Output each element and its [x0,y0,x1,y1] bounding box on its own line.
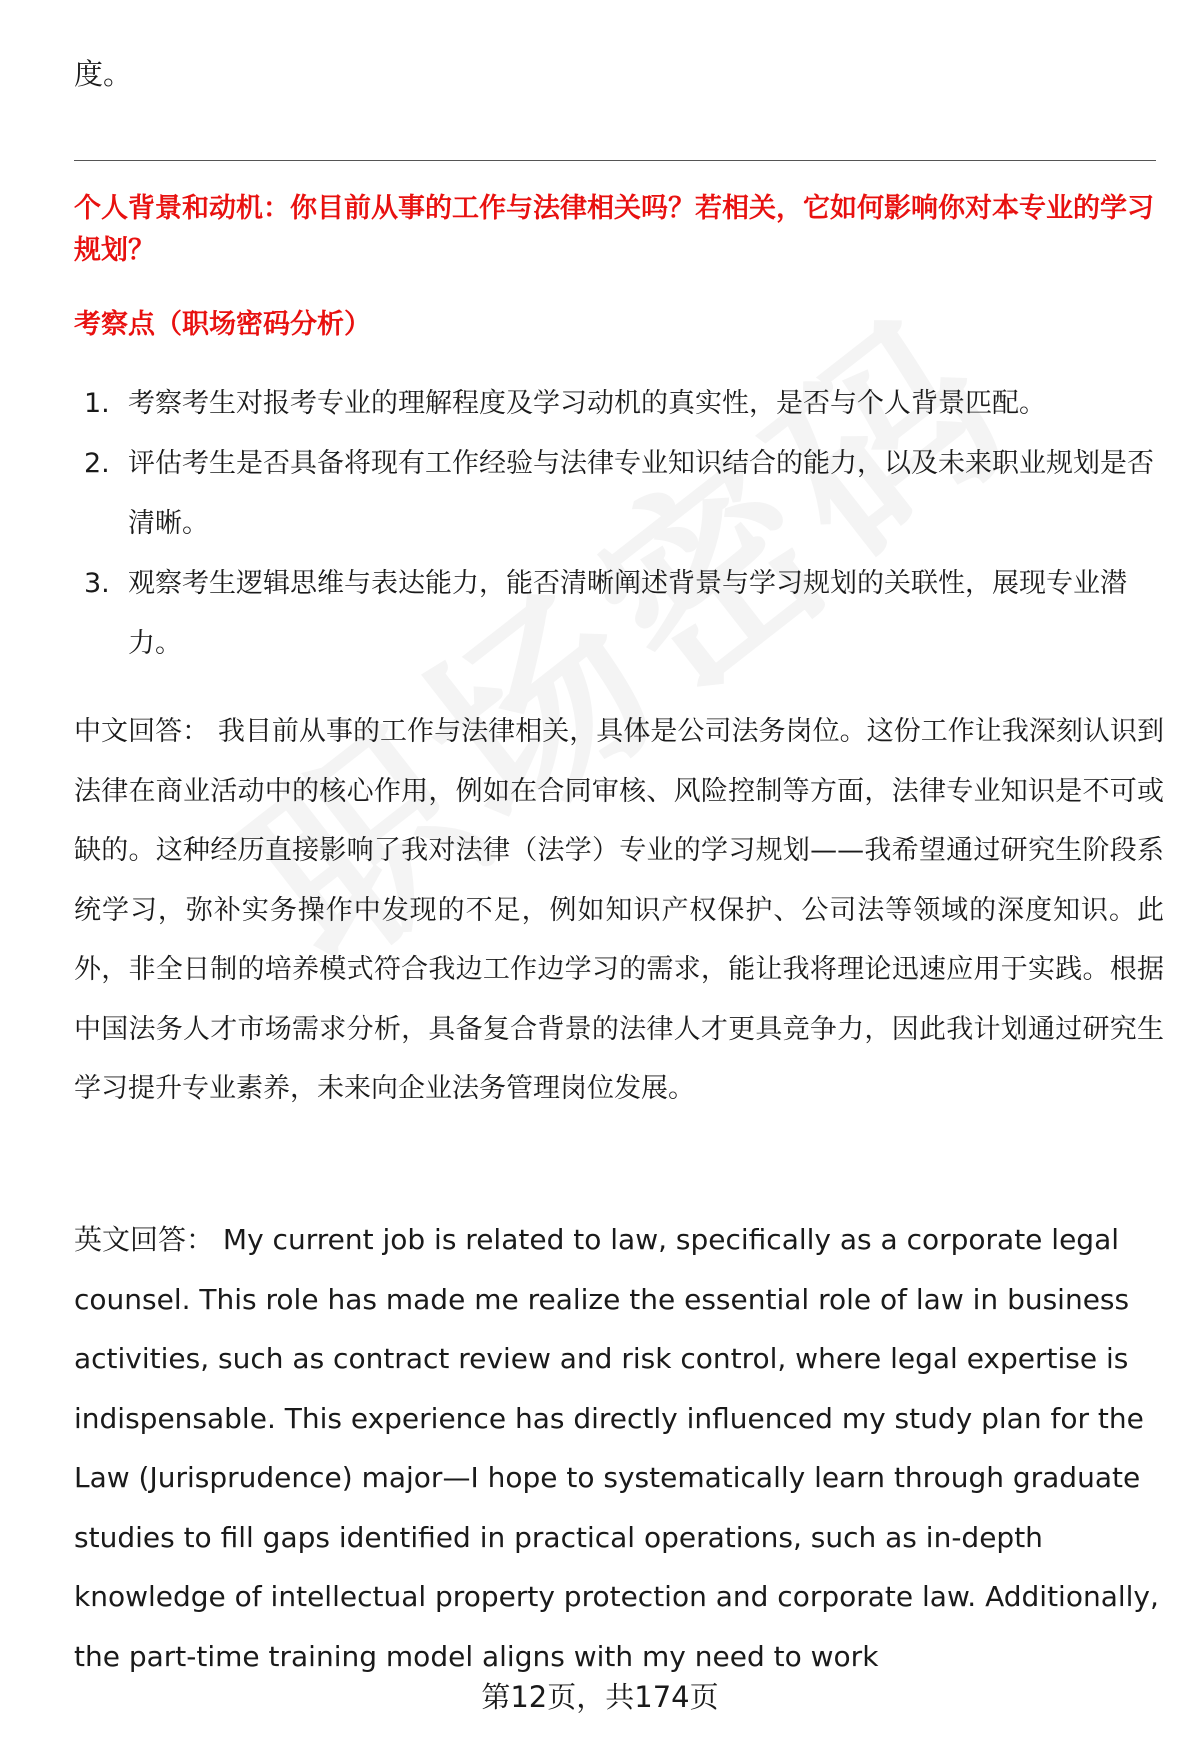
list-item-text: 评估考生是否具备将现有工作经验与法律专业知识结合的能力，以及未来职业规划是否清晰。 [128,448,1154,539]
list-item [74,434,1164,554]
question-title: 个人背景和动机：你目前从事的工作与法律相关吗？若相关，它如何影响你对本专业的学习规划？ [74,193,1154,266]
section-divider [74,160,1156,161]
list-item-text: 考察考生对报考专业的理解程度及学习动机的真实性，是否与个人背景匹配。 [128,388,1046,419]
list-number: 3. [84,568,110,599]
continued-text: 度。 [74,57,133,91]
list-item [74,374,1164,434]
chinese-answer [74,702,1164,1119]
english-answer-label: 英文回答： [74,1223,215,1256]
assessment-points-list [74,374,1164,674]
list-item [74,554,1164,674]
list-number: 2. [84,448,110,479]
section-heading: 考察点（职场密码分析） [74,309,371,340]
english-answer-text: My current job is related to law, specifically as a corporate legal counsel. This role has made me realize the essential role of law in business activities, such as contract review and risk control, where legal expertise is indispensable. This experience has directly influenced my study plan for the Law (Jurisprudence) major—I hope to systematically learn through graduate studies to fill gaps identified in practical operations, such as in-depth knowledge of intellectual property protection and corporate law. Additionally, the part-time training model aligns with my need to work [74,1223,1159,1673]
list-item-text: 观察考生逻辑思维与表达能力，能否清晰阐述背景与学习规划的关联性，展现专业潜力。 [128,568,1127,659]
chinese-answer-text: 我目前从事的工作与法律相关，具体是公司法务岗位。这份工作让我深刻认识到法律在商业活动中的核心作用，例如在合同审核、风险控制等方面，法律专业知识是不可或缺的。这种经历直接影响了我对法律（法学）专业的学习规划——我希望通过研究生阶段系统学习，弥补实务操作中发现的不足，例如知识产权保护、公司法等领域的深度知识。此外，非全日制的培养模式符合我边工作边学习的需求，能让我将理论迅速应用于实践。根据中国法务人才市场需求分析，具备复合背景的法律人才更具竞争力，因此我计划通过研究生学习提升专业素养，未来向企业法务管理岗位发展。 [74,716,1165,1104]
page-number-footer: 第12页，共174页 [481,1680,719,1714]
chinese-answer-label: 中文回答： [74,716,210,747]
english-answer [74,1210,1164,1686]
list-number: 1. [84,388,110,419]
